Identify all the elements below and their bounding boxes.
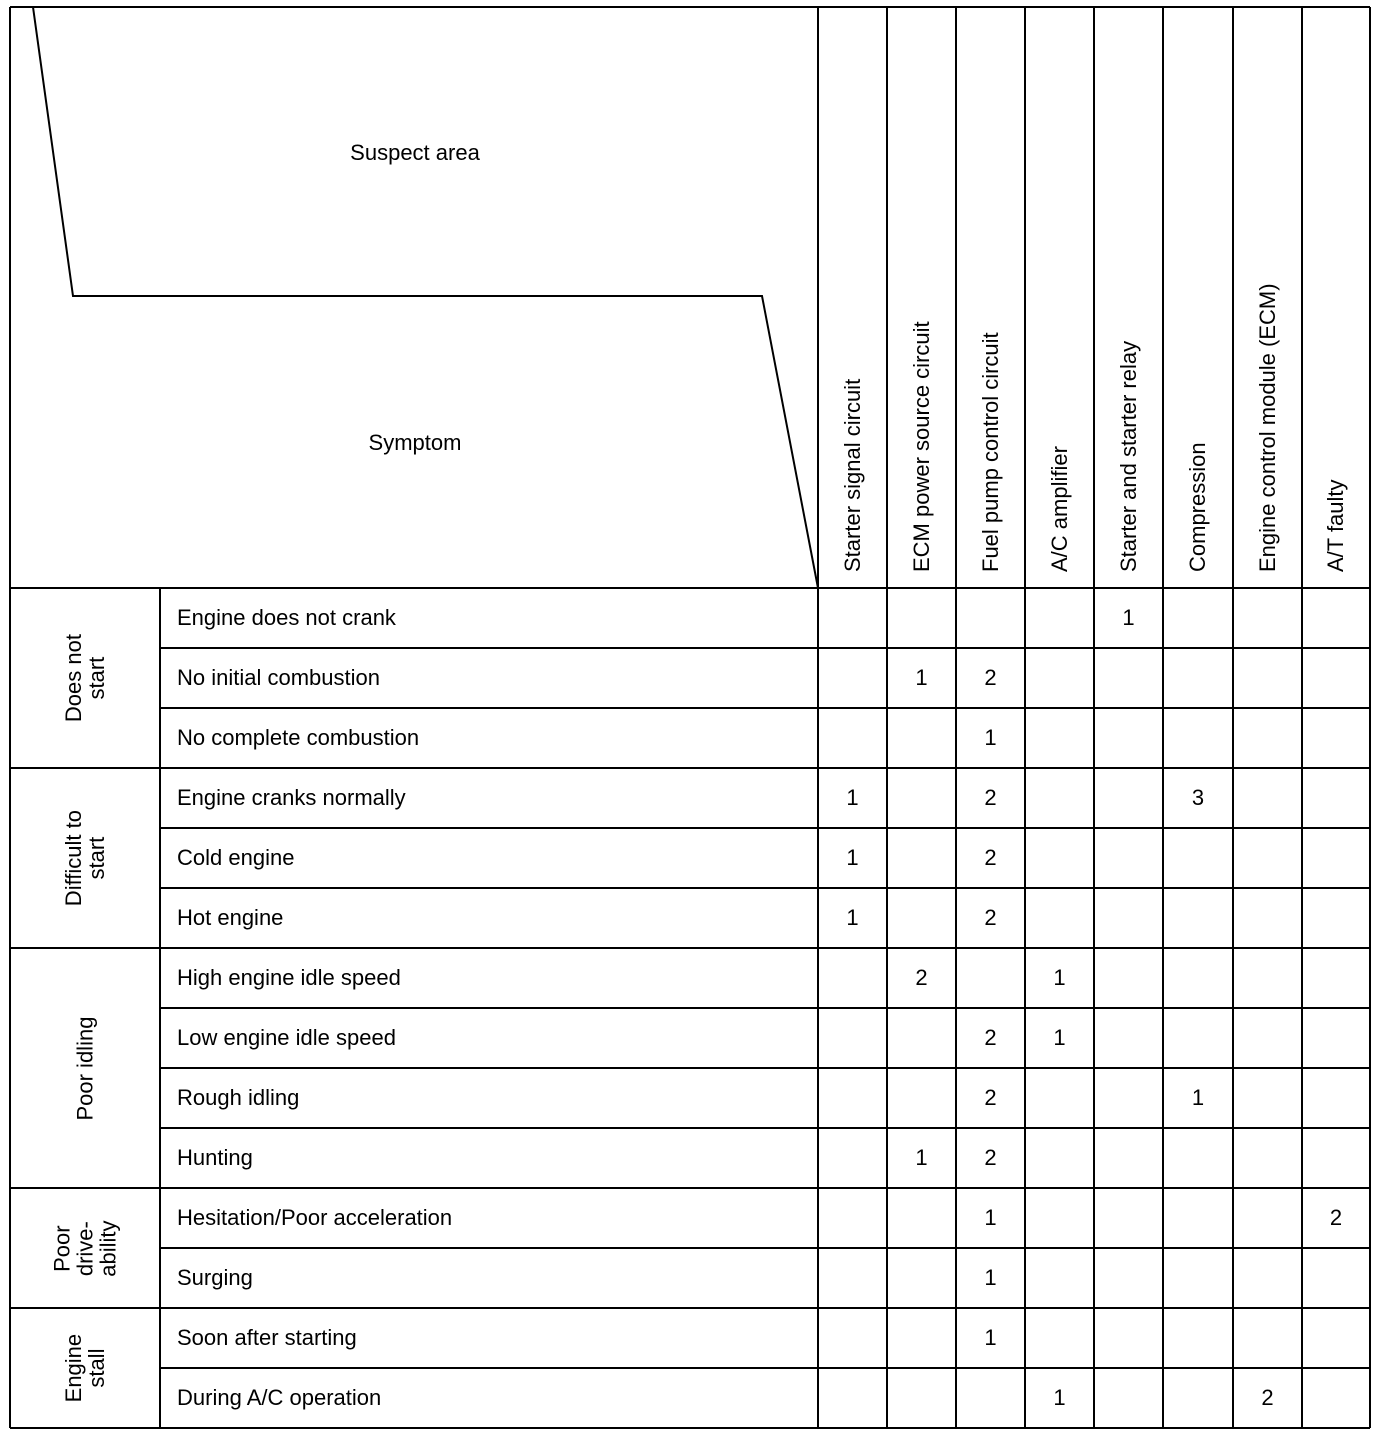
priority-value: 1 bbox=[915, 1145, 928, 1170]
symptom-label: Symptom bbox=[368, 430, 462, 455]
column-header: A/T faulty bbox=[1323, 479, 1348, 572]
symptom-cell: Hesitation/Poor acceleration bbox=[177, 1205, 453, 1230]
category-label-line: start bbox=[84, 836, 110, 880]
column-header: Starter and starter relay bbox=[1115, 340, 1141, 572]
symptom-cell: No initial combustion bbox=[177, 665, 380, 690]
header-diagonal-divider bbox=[33, 7, 818, 588]
priority-value: 2 bbox=[984, 1085, 997, 1110]
priority-value: 2 bbox=[984, 665, 997, 690]
category-label-line: Poor idling bbox=[72, 1016, 98, 1121]
priority-value: 1 bbox=[846, 905, 859, 930]
priority-value: 3 bbox=[1191, 785, 1205, 810]
symptom-cell: Cold engine bbox=[177, 845, 295, 870]
priority-value: 1 bbox=[984, 725, 997, 750]
column-header: A/C amplifier bbox=[1046, 446, 1072, 572]
category-label-line: Difficult to bbox=[61, 810, 86, 907]
category-label-line: drive- bbox=[72, 1220, 98, 1276]
category-label bbox=[73, 1016, 96, 1120]
priority-value: 2 bbox=[1261, 1385, 1274, 1410]
priority-value: 1 bbox=[984, 1205, 997, 1230]
category-label-line: stall bbox=[83, 1348, 109, 1388]
symptom-cell: Engine does not crank bbox=[177, 605, 396, 630]
symptom-cell: No complete combustion bbox=[177, 725, 420, 750]
priority-value: 2 bbox=[984, 905, 997, 930]
category-label bbox=[62, 1334, 108, 1403]
priority-value: 1 bbox=[1122, 605, 1135, 630]
symptom-cell: Engine cranks normally bbox=[177, 785, 406, 810]
category-label bbox=[62, 810, 108, 906]
column-header: ECM power source circuit bbox=[908, 321, 934, 572]
priority-value: 2 bbox=[1329, 1205, 1343, 1230]
priority-value: 2 bbox=[984, 845, 997, 870]
suspect-area-label: Suspect area bbox=[350, 140, 480, 165]
column-header: Fuel pump control circuit bbox=[977, 332, 1003, 572]
category-label-line: Does not bbox=[60, 634, 86, 723]
priority-value: 1 bbox=[1053, 965, 1066, 990]
symptom-cell: High engine idle speed bbox=[177, 965, 401, 990]
priority-value: 2 bbox=[984, 1025, 997, 1050]
priority-value: 1 bbox=[984, 1265, 997, 1290]
category-label-line: Engine bbox=[60, 1333, 86, 1403]
category-label bbox=[50, 1220, 119, 1276]
category-label bbox=[62, 634, 108, 722]
column-header: Engine control module (ECM) bbox=[1254, 283, 1280, 572]
category-label-line: Poor bbox=[49, 1224, 75, 1272]
symptom-cell: Soon after starting bbox=[177, 1325, 357, 1350]
priority-value: 1 bbox=[984, 1325, 997, 1350]
priority-value: 2 bbox=[915, 965, 928, 990]
symptom-cell: Low engine idle speed bbox=[177, 1025, 396, 1050]
symptom-cell: Rough idling bbox=[177, 1085, 300, 1110]
column-header: Starter signal circuit bbox=[839, 378, 865, 572]
symptom-cell: Surging bbox=[177, 1265, 253, 1290]
priority-value: 1 bbox=[1191, 1085, 1205, 1110]
column-header: Compression bbox=[1185, 442, 1210, 572]
category-label-line: ability bbox=[95, 1220, 121, 1277]
priority-value: 1 bbox=[915, 665, 928, 690]
priority-value: 1 bbox=[846, 845, 859, 870]
priority-value: 1 bbox=[1053, 1025, 1066, 1050]
priority-value: 1 bbox=[1053, 1385, 1066, 1410]
priority-value: 2 bbox=[984, 785, 997, 810]
category-label-line: start bbox=[84, 656, 110, 700]
symptom-cell: Hunting bbox=[177, 1145, 253, 1170]
symptom-cell: Hot engine bbox=[177, 905, 284, 930]
symptom-cell: During A/C operation bbox=[177, 1385, 382, 1410]
priority-value: 2 bbox=[984, 1145, 997, 1170]
priority-value: 1 bbox=[846, 785, 859, 810]
